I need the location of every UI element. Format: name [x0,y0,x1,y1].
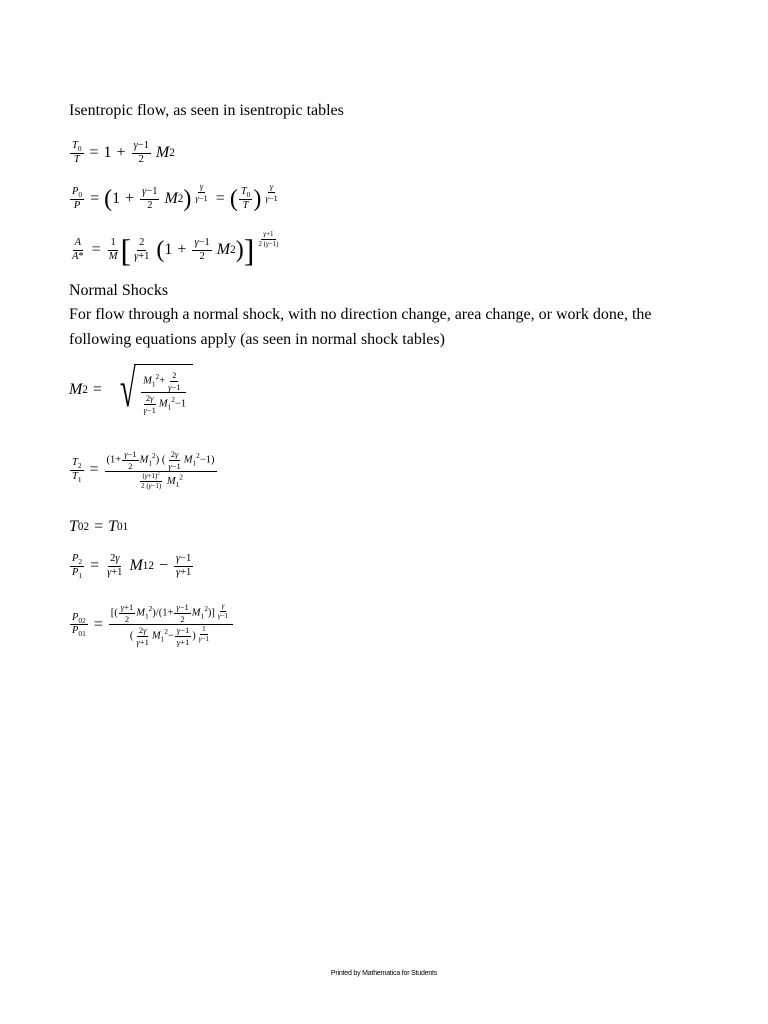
equation-pressure-ratio: $\frac{P_2}{P_1}$ = $\frac{2\gamma}{\gamma+1}$ M 1 2 − $\frac{\gamma-1}{\gamma+1}$ [72,553,192,580]
equation-stagnation-temperature: T 02 = T 01 [69,518,129,535]
normal-shocks-heading: Normal Shocks [69,282,169,299]
equation-temperature-ratio: $\frac{T_2}{T_1}$ = (1+ $\frac{\gamma-1}{2}$ $M_1^2$) ( $\frac{2\gamma}{\gamma-1}$ $M_1^2-1$) $\frac{(\gamma+1)^2}{2 (\gamma-1)}$ $M_1^2$ [72,449,215,490]
equation-downstream-mach: M 2 = √ $M_1^2+$ $\frac{2}{\gamma-1}$ $\frac{2\gamma}{\gamma-1}$ $M_1^2-1$ [69,364,193,416]
equation-isentropic-pressure: $\frac{P_0}{P}$ = ( 1 + $\frac{\gamma-1}{2}$ M 2 ) $\frac{\gamma}{\gamma-1}$ = ( $\frac{T_0}{T}$ ) $\frac{\gamma}{\gamma-1}$ [72,181,278,212]
equation-isentropic-area-ratio: $\frac{A}{A*}$ = $\frac{1}{M}$ [ $\frac{2}{\gamma+1}$ ( 1 + $\frac{\gamma-1}{2}$ M 2 ) ] $\frac{\gamma+1}{2 (\gamma-1)}$ [72,229,279,268]
normal-shocks-paragraph: For flow through a normal shock, with no direction change, area change, or work done, the following equations apply (as seen in normal shock tables) [69,306,652,348]
equation-isentropic-temperature: $\frac{T_0}{T}$ = 1 + $\frac{\gamma-1}{2}$ M 2 [72,140,175,165]
equation-stagnation-pressure-ratio: $\frac{P_{02}}{P_{01}}$ = [( $\frac{\gamma+1}{2}$ $M_1^2)/(1+$ $\frac{\gamma-1}{2}$ $M_1^2$)] $\frac{\gamma}{\gamma-1}$ ( $\frac{2\gamma}{\gamma+1}$ $M_1^2-$ $\frac{\gamma-1}{\gamma+1}$ ) $\frac{1}{\gamma-1}$ [69,603,234,646]
isentropic-heading: Isentropic flow, as seen in isentropic tables [69,102,344,119]
footer-print-note: Printed by Mathematica for Students [330,970,438,977]
